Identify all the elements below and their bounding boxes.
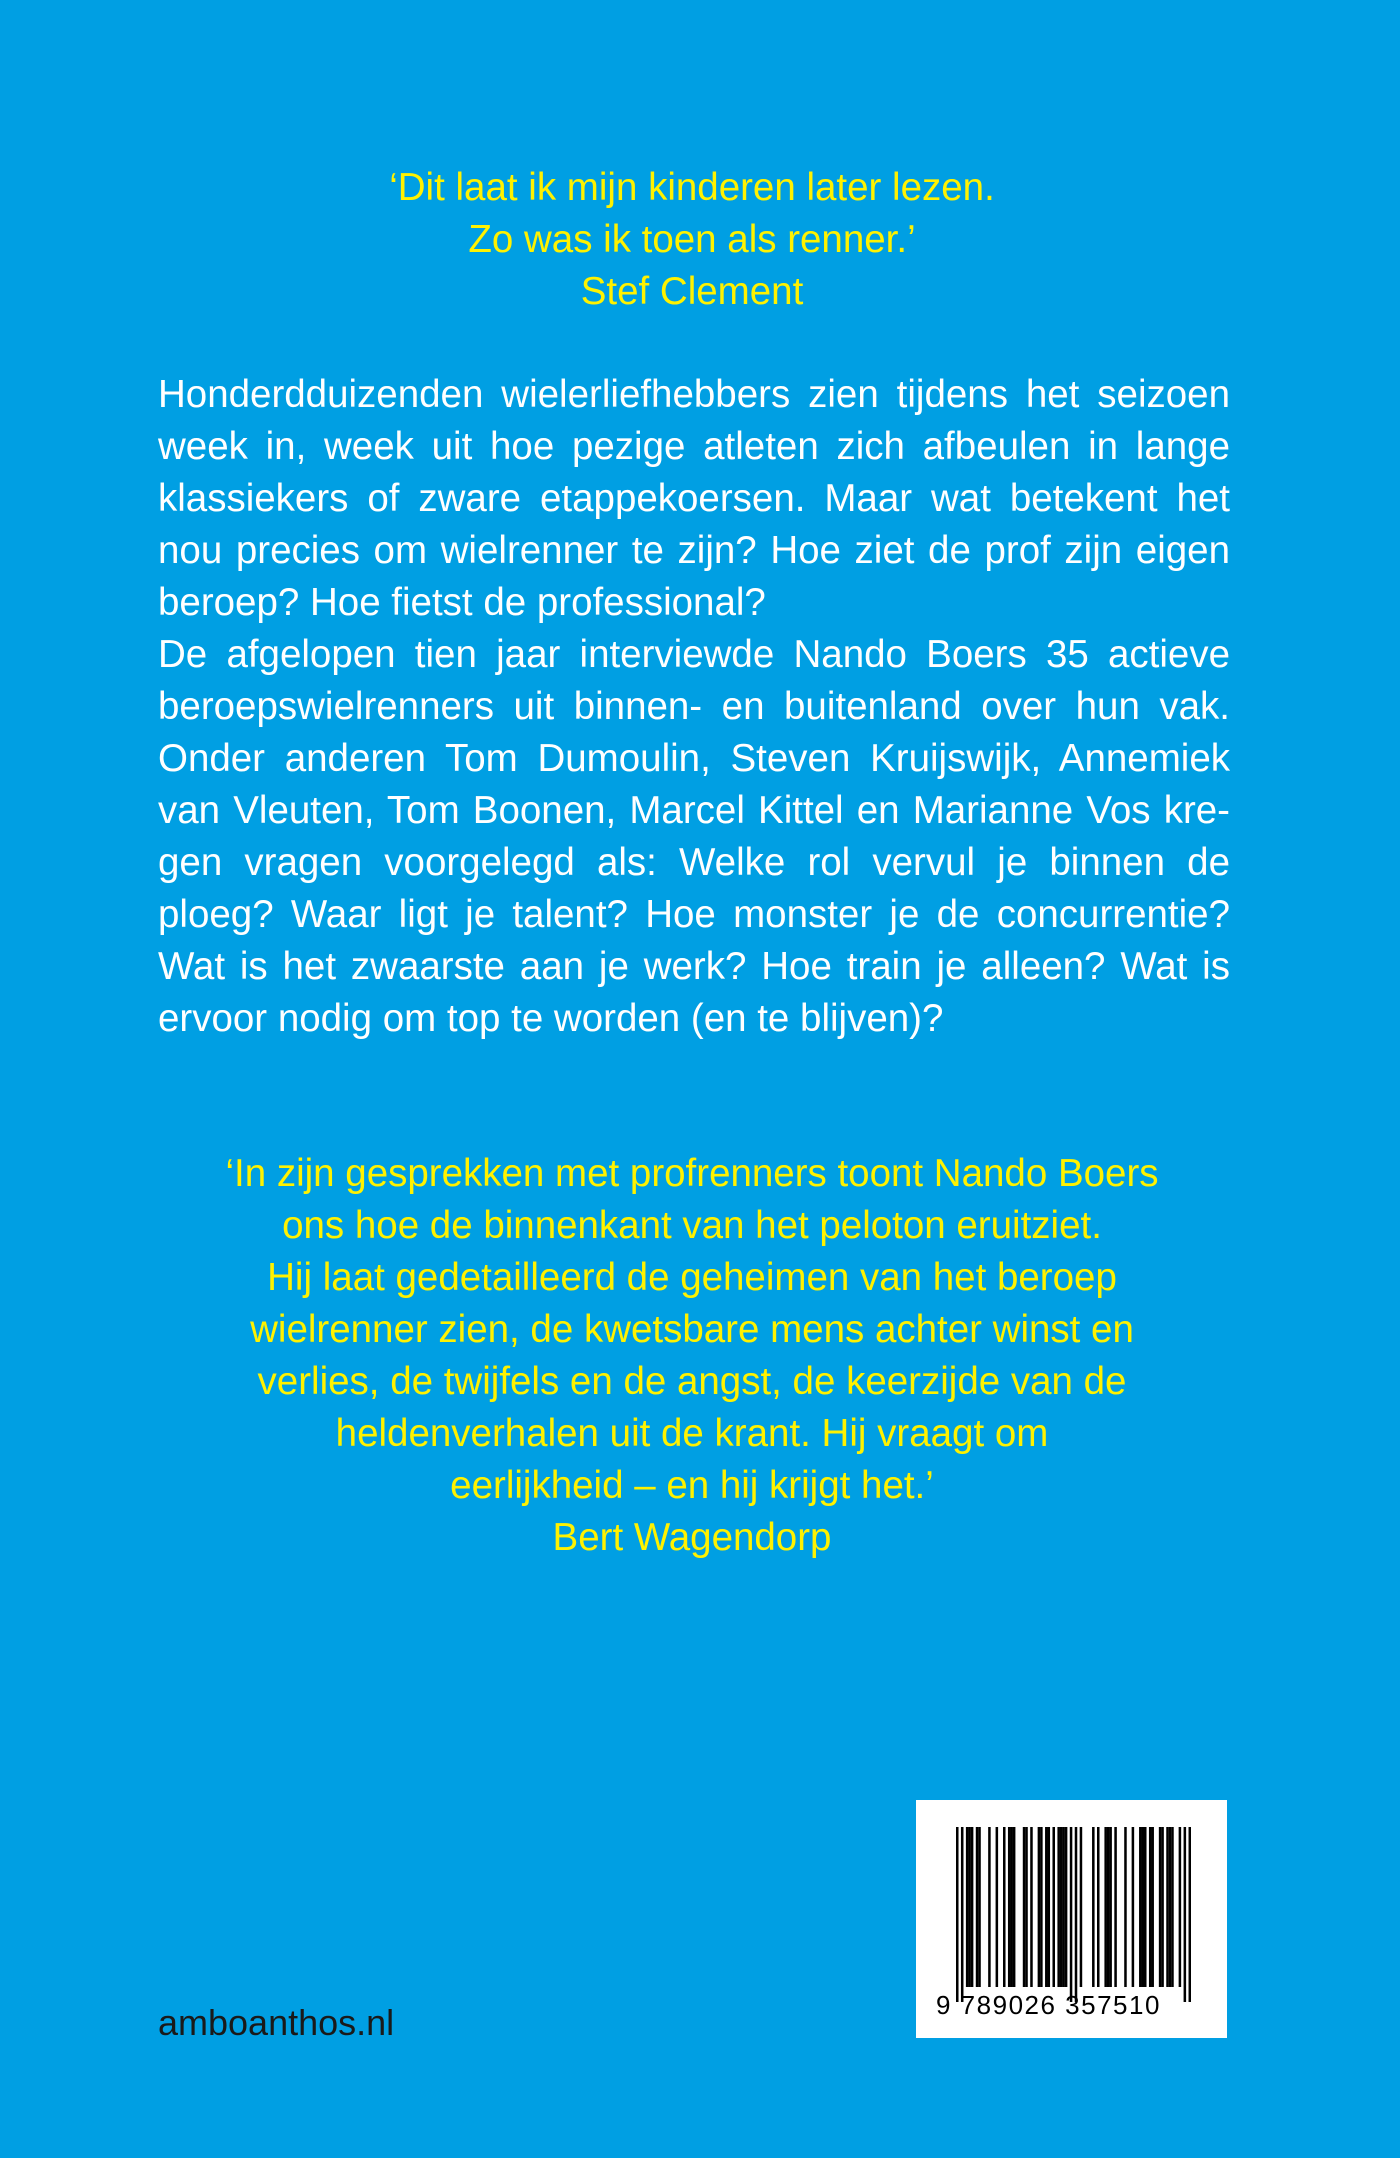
barcode-bar [978,1827,981,1987]
barcode-bar [988,1827,991,1987]
barcode-bar [1171,1827,1174,1987]
bottom-quote-line: heldenverhalen uit de krant. Hij vraagt om [335,1412,1049,1455]
barcode-bar [1179,1827,1182,1987]
barcode-bar [1013,1827,1016,1987]
barcode-bar [1092,1827,1095,1987]
isbn-number: 9 789026 357510 [936,1990,1161,2020]
bottom-quote [0,1148,1384,1564]
barcode-bar [1030,1827,1033,1987]
blurb-line: Onder anderen Tom Dumoulin, Steven Kruijswijk, Annemiek [158,737,1230,780]
barcode-bar [1003,1827,1006,1987]
publisher-url[interactable]: amboanthos.nl [158,2002,395,2043]
blurb-line: Honderdduizenden wielerliefhebbers zien tijdens het seizoen [158,373,1230,416]
top-quote-line: ‘Dit laat ik mijn kinderen later lezen. [389,166,995,209]
barcode-bar [1008,1827,1011,1987]
blurb-line: klassiekers of zware etappekoersen. Maar wat betekent het [158,477,1230,520]
barcode-bar [1104,1827,1107,1987]
barcode-bar [1040,1827,1043,1987]
top-quote-author: Stef Clement [580,270,804,313]
barcode-bar [961,1827,964,2002]
blurb-text [158,369,1230,1045]
barcode-bar [1169,1827,1172,1987]
barcode-bar [1166,1827,1169,1987]
blurb-line: Wat is het zwaarste aan je werk? Hoe train je alleen? Wat is [158,945,1230,988]
bottom-quote-author: Bert Wagendorp [552,1516,832,1559]
barcode-bars [956,1827,1191,2012]
barcode-bar [1080,1827,1083,1987]
barcode-bar [976,1827,979,1987]
barcode-bar [956,1827,959,2002]
barcode-bar [1114,1827,1117,1987]
barcode-bar [1124,1827,1127,1987]
barcode-bar [1109,1827,1112,1987]
blurb-line: ervoor nodig om top te worden (en te blijven)? [158,997,944,1040]
barcode-bar [1107,1827,1110,1987]
barcode-bar [1062,1827,1065,1987]
blurb-line: gen vragen voorgelegd als: Welke rol vervul je binnen de [158,841,1230,884]
barcode-bar [1038,1827,1041,1987]
blurb-line: van Vleuten, Tom Boonen, Marcel Kittel en Marianne Vos kre- [158,789,1230,832]
barcode-bar [1189,1827,1191,2002]
barcode-bar [971,1827,974,1987]
blurb-line: week in, week uit hoe pezige atleten zich afbeulen in lange [158,425,1230,468]
barcode-bar [1048,1827,1051,1987]
barcode-bar [1097,1827,1100,1987]
barcode-bar [1139,1827,1142,1987]
top-quote [0,162,1384,318]
bottom-quote-line: Hij laat gedetailleerd de geheimen van het beroep [267,1256,1117,1299]
barcode-bar [1057,1827,1060,1987]
blurb-line: beroep? Hoe fietst de professional? [158,581,766,624]
bottom-quote-line: wielrenner zien, de kwetsbare mens achter winst en [250,1308,1134,1351]
barcode-bar [1070,1827,1073,2002]
barcode-bar [1149,1827,1152,1987]
barcode-bar [968,1827,971,1987]
bottom-quote-line: ‘In zijn gesprekken met profrenners toont Nando Boers [225,1152,1159,1195]
barcode-bar [1159,1827,1162,1987]
bottom-quote-line: eerlijkheid – en hij krijgt het.’ [450,1464,934,1507]
barcode-bar [1144,1827,1147,1987]
barcode-bar [1045,1827,1048,1987]
blurb-line: ploeg? Waar ligt je talent? Hoe monster je de concurrentie? [158,893,1230,936]
barcode-bar [1151,1827,1154,1987]
blurb-line: beroepswielrenners uit binnen- en buitenland over hun vak. [158,685,1230,728]
barcode-bar [1161,1827,1164,1987]
isbn-barcode [916,1800,1227,2038]
barcode-bar [1060,1827,1063,1987]
barcode-bar [1023,1827,1026,1987]
barcode-bar [1132,1827,1135,1987]
barcode-bar [1025,1827,1028,1987]
barcode-bar [966,1827,969,1987]
top-quote-line: Zo was ik toen als renner.’ [468,218,916,261]
barcode-bar [1075,1827,1078,2002]
bottom-quote-line: verlies, de twijfels en de angst, de keerzijde van de [257,1360,1127,1403]
barcode-bar [996,1827,999,1987]
blurb-line: nou precies om wielrenner te zijn? Hoe ziet de prof zijn eigen [158,529,1230,572]
barcode-bar [1184,1827,1187,2002]
barcode-bar [1052,1827,1055,1987]
blurb-line: De afgelopen tien jaar interviewde Nando Boers 35 actieve [158,633,1230,676]
barcode-bar [1142,1827,1145,1987]
barcode-bar [1065,1827,1068,1987]
barcode-bar [1010,1827,1013,1987]
bottom-quote-line: ons hoe de binnenkant van het peloton eruitziet. [282,1204,1102,1247]
